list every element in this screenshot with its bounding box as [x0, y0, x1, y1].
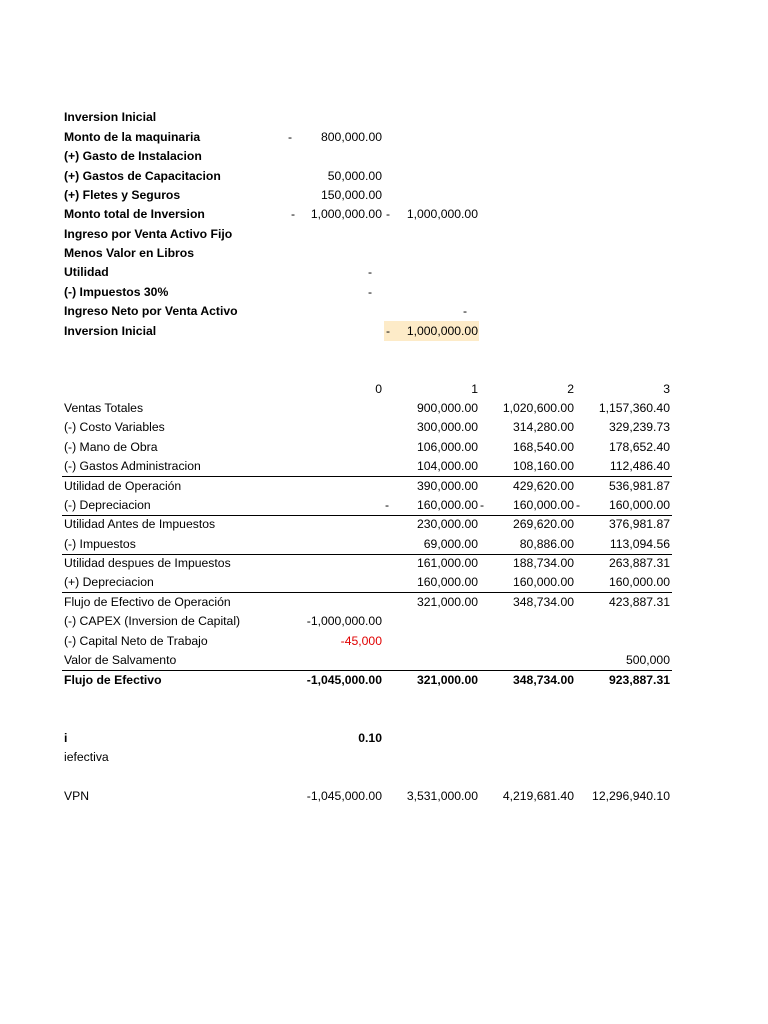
cashflow-row-utilidad-antes — [0, 515, 768, 534]
row-label: Utilidad de Operación — [64, 479, 182, 493]
cashflow-row-depreciacion — [0, 496, 768, 515]
value-cell: 168,540.00 — [513, 440, 574, 454]
value-cell: 108,160.00 — [513, 459, 574, 473]
row-label: (-) Impuestos 30% — [64, 285, 169, 299]
dash-cell: - — [290, 207, 296, 221]
cashflow-row-flujo-operacion — [0, 593, 768, 612]
value-cell: -1,045,000.00 — [306, 789, 382, 803]
rate-label: i — [64, 731, 68, 745]
value-cell: 161,000.00 — [417, 556, 478, 570]
dash-cell: - — [462, 304, 468, 318]
row-label: Flujo de Efectivo — [64, 673, 162, 687]
value-cell: 230,000.00 — [417, 517, 478, 531]
value-cell: 1,157,360.40 — [598, 401, 670, 415]
dash-cell: - — [385, 207, 391, 221]
value-cell: 923,887.31 — [609, 673, 670, 687]
dash-cell: - — [367, 265, 373, 279]
column-header: 3 — [663, 382, 670, 396]
row-label: Utilidad — [64, 265, 109, 279]
row-label: Ventas Totales — [64, 401, 144, 415]
investment-row-impuestos — [0, 283, 768, 302]
value-cell: 3,531,000.00 — [406, 789, 478, 803]
investment-row-ingreso-neto — [0, 302, 768, 321]
value-cell: 1,020,600.00 — [502, 401, 574, 415]
dash-cell: - — [479, 498, 485, 512]
investment-row-venta-activo — [0, 225, 768, 244]
value-cell: 429,620.00 — [513, 479, 574, 493]
value-cell: 269,620.00 — [513, 517, 574, 531]
value-cell: 376,981.87 — [609, 517, 670, 531]
row-label: Monto total de Inversion — [64, 207, 205, 221]
value-cell: -1,000,000.00 — [306, 614, 382, 628]
investment-row-instalacion — [0, 147, 768, 166]
value-cell: 300,000.00 — [417, 420, 478, 434]
value-cell: 160,000.00 — [417, 498, 478, 512]
cashflow-row-capex — [0, 612, 768, 631]
dash-cell: - — [287, 130, 293, 144]
row-label: (-) CAPEX (Inversion de Capital) — [64, 614, 241, 628]
cashflow-row-utilidad-despues — [0, 554, 768, 573]
cashflow-row-flujo-efectivo — [0, 671, 768, 690]
dash-cell: - — [575, 498, 581, 512]
value-cell: 1,000,000.00 — [406, 207, 478, 221]
value-cell: 160,000.00 — [513, 498, 574, 512]
cashflow-row-mas-depreciacion — [0, 573, 768, 592]
row-label: (+) Fletes y Seguros — [64, 188, 181, 202]
value-cell: 1,000,000.00 — [310, 207, 382, 221]
value-cell: 69,000.00 — [423, 537, 478, 551]
value-cell: 80,886.00 — [519, 537, 574, 551]
row-label: (-) Mano de Obra — [64, 440, 158, 454]
row-label: Monto de la maquinaria — [64, 130, 201, 144]
row-label: (-) Costo Variables — [64, 420, 165, 434]
negative-value-cell: -45,000 — [340, 634, 382, 648]
value-cell: 321,000.00 — [417, 673, 478, 687]
rate-value: 0.10 — [358, 731, 382, 745]
investment-row-fletes — [0, 186, 768, 205]
investment-row-inversion-inicial — [0, 322, 768, 341]
value-cell: -1,045,000.00 — [306, 673, 382, 687]
cashflow-row-impuestos — [0, 535, 768, 554]
value-cell: 900,000.00 — [417, 401, 478, 415]
value-cell: 329,239.73 — [609, 420, 670, 434]
investment-row-maquinaria — [0, 128, 768, 147]
row-label: (+) Depreciacion — [64, 575, 154, 589]
value-cell: 160,000.00 — [513, 575, 574, 589]
row-label: Utilidad Antes de Impuestos — [64, 517, 216, 531]
value-cell: 178,652.40 — [609, 440, 670, 454]
cashflow-header-row — [0, 380, 768, 399]
investment-row-capacitacion — [0, 167, 768, 186]
dash-cell: - — [384, 498, 390, 512]
value-cell: 1,000,000.00 — [406, 324, 478, 338]
dash-cell: - — [385, 324, 391, 338]
value-cell: 800,000.00 — [321, 130, 382, 144]
dash-cell: - — [367, 285, 373, 299]
value-cell: 423,887.31 — [609, 595, 670, 609]
row-label: (-) Depreciacion — [64, 498, 151, 512]
cashflow-row-gastos-admin — [0, 457, 768, 476]
investment-row-utilidad — [0, 263, 768, 282]
rate-label: iefectiva — [64, 750, 109, 764]
row-label: Utilidad despues de Impuestos — [64, 556, 231, 570]
value-cell: 263,887.31 — [609, 556, 670, 570]
row-label: Valor de Salvamento — [64, 653, 177, 667]
row-label: (-) Impuestos — [64, 537, 136, 551]
value-cell: 50,000.00 — [327, 169, 382, 183]
vpn-row — [0, 787, 768, 806]
rate-i-row — [0, 729, 768, 748]
value-cell: 348,734.00 — [513, 673, 574, 687]
value-cell: 321,000.00 — [417, 595, 478, 609]
row-label: Ingreso por Venta Activo Fijo — [64, 227, 233, 241]
column-header: 0 — [375, 382, 382, 396]
value-cell: 106,000.00 — [417, 440, 478, 454]
vpn-label: VPN — [64, 789, 90, 803]
investment-title: Inversion Inicial — [64, 110, 157, 124]
row-label: Inversion Inicial — [64, 324, 157, 338]
row-label: Menos Valor en Libros — [64, 246, 195, 260]
cashflow-row-capital-trabajo — [0, 632, 768, 651]
value-cell: 390,000.00 — [417, 479, 478, 493]
column-header: 2 — [567, 382, 574, 396]
value-cell: 314,280.00 — [513, 420, 574, 434]
value-cell: 112,486.40 — [609, 459, 670, 473]
column-header: 1 — [471, 382, 478, 396]
investment-row-total — [0, 205, 768, 224]
cashflow-row-salvamento — [0, 651, 768, 670]
value-cell: 188,734.00 — [513, 556, 574, 570]
cashflow-row-costo-variables — [0, 418, 768, 437]
value-cell: 104,000.00 — [417, 459, 478, 473]
value-cell: 536,981.87 — [609, 479, 670, 493]
cashflow-row-utilidad-operacion — [0, 477, 768, 496]
investment-title-row — [0, 108, 768, 127]
row-label: Ingreso Neto por Venta Activo — [64, 304, 238, 318]
value-cell: 4,219,681.40 — [502, 789, 574, 803]
row-label: (+) Gastos de Capacitacion — [64, 169, 221, 183]
rate-iefectiva-row — [0, 748, 768, 767]
value-cell: 150,000.00 — [321, 188, 382, 202]
value-cell: 160,000.00 — [609, 498, 670, 512]
cashflow-row-ventas — [0, 399, 768, 418]
row-label: (-) Gastos Administracion — [64, 459, 201, 473]
row-label: Flujo de Efectivo de Operación — [64, 595, 231, 609]
investment-row-valor-libros — [0, 244, 768, 263]
cashflow-row-mano-obra — [0, 438, 768, 457]
value-cell: 160,000.00 — [417, 575, 478, 589]
value-cell: 113,094.56 — [609, 537, 670, 551]
row-label: (+) Gasto de Instalacion — [64, 149, 202, 163]
value-cell: 348,734.00 — [513, 595, 574, 609]
value-cell: 500,000 — [625, 653, 670, 667]
value-cell: 12,296,940.10 — [592, 789, 670, 803]
row-label: (-) Capital Neto de Trabajo — [64, 634, 208, 648]
value-cell: 160,000.00 — [609, 575, 670, 589]
